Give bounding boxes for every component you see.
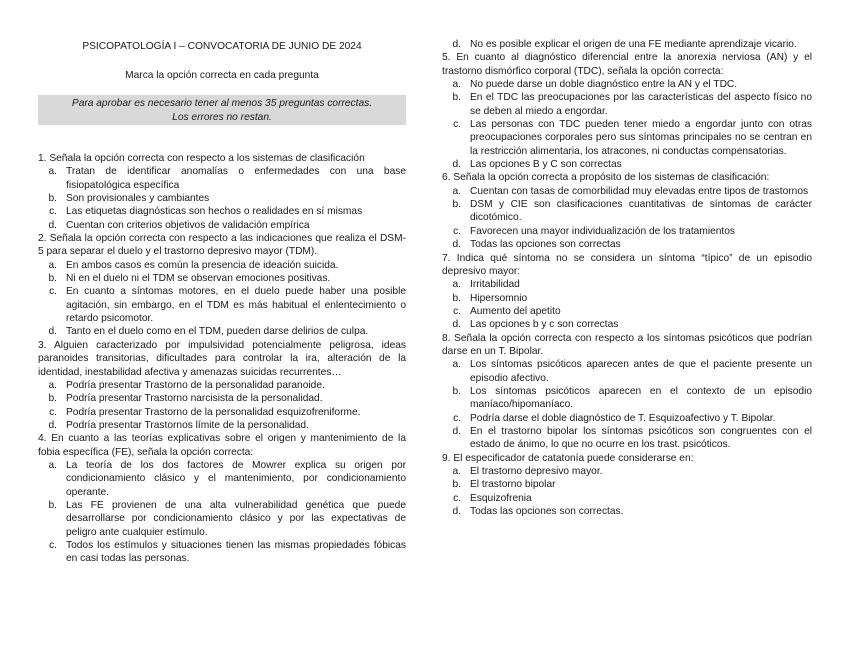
answer-option: [38, 392, 406, 405]
option-letter: c.: [453, 225, 461, 237]
answer-option: [442, 278, 812, 291]
option-text: Podría darse el doble diagnóstico de T. Esquizoafectivo y T. Bipolar.: [470, 412, 776, 424]
answer-option: [442, 78, 812, 91]
answer-option: [38, 539, 406, 566]
option-text: Hipersomnio: [470, 292, 528, 304]
answer-option: [442, 158, 812, 171]
option-text: El trastorno bipolar: [470, 479, 556, 491]
option-letter: a.: [452, 359, 461, 371]
answer-option: [442, 385, 812, 412]
option-text: Las opciones b y c son correctas: [470, 319, 619, 331]
question-block: [38, 432, 406, 565]
answer-option: [38, 325, 406, 338]
exam-title: PSICOPATOLOGÍA I – CONVOCATORIA DE JUNIO DE 2024: [82, 41, 362, 52]
answer-option: [38, 272, 406, 285]
question-stem: 2. Señala la opción correcta con respecto a las indicaciones que realiza el DSM-5 para separar el duelo y el trastorno depresivo mayor (TDM).: [38, 233, 406, 258]
answer-option: [38, 285, 406, 325]
option-letter: b.: [48, 273, 57, 285]
notice-line-2: Los errores no restan.: [172, 111, 272, 123]
option-text: Favorecen una mayor individualización de los tratamientos: [470, 225, 736, 237]
option-text: Podría presentar Trastornos límite de la personalidad.: [66, 419, 309, 431]
answer-option: [38, 259, 406, 272]
option-letter: d.: [452, 506, 461, 518]
option-letter: a.: [452, 466, 461, 477]
option-text: Las etiquetas diagnósticas son hechos o realidades en sí mismas: [66, 206, 363, 218]
question-block: [442, 252, 812, 332]
option-letter: b.: [48, 393, 57, 405]
option-letter: c.: [49, 206, 57, 218]
answer-option: [38, 192, 406, 205]
answer-option: [442, 238, 812, 251]
option-text: Todos los estímulos y situaciones tienen las mismas propiedades fóbicas en casi todas las personas.: [66, 539, 406, 565]
answer-option: [442, 185, 812, 198]
option-letter: b.: [452, 199, 461, 211]
answer-option: [442, 478, 812, 491]
option-text: Las personas con TDC pueden tener miedo a engordar junto con otras preocupaciones corporales pero sus síntomas principales no se centran en la restricción alimentaria, los atracones, ni conductas compensatorias.: [470, 119, 812, 157]
option-text: Son provisionales y cambiantes: [66, 193, 210, 205]
answer-option: [38, 219, 406, 232]
answer-option: [442, 465, 812, 478]
option-text: Tratan de identificar anomalías o enfermedades con una base fisiopatológica específica: [66, 166, 406, 191]
option-text: Podría presentar Trastorno de la personalidad paranoide.: [66, 379, 325, 391]
option-letter: a.: [48, 166, 57, 178]
option-letter: a.: [48, 459, 57, 471]
question-block: [38, 339, 406, 432]
option-letter: b.: [452, 479, 461, 491]
option-text: Cuentan con tasas de comorbilidad muy elevadas entre tipos de trastornos: [470, 185, 809, 197]
question-stem: 6. Señala la opción correcta a propósito de los sistemas de clasificación:: [442, 172, 770, 184]
answer-option: [442, 492, 812, 505]
option-letter: b.: [48, 193, 57, 205]
option-letter: b.: [48, 499, 57, 511]
answer-option: [442, 225, 812, 238]
question-list-right: [442, 38, 812, 518]
option-letter: d.: [452, 319, 461, 331]
option-letter: c.: [49, 286, 57, 298]
question-list-left: [38, 152, 406, 566]
answer-option: [442, 305, 812, 318]
option-text: Todas las opciones son correctas.: [470, 506, 624, 518]
option-text: Podría presentar Trastorno narcisista de la personalidad.: [66, 393, 323, 405]
option-letter: c.: [453, 412, 461, 424]
option-text: Todas las opciones son correctas: [470, 239, 621, 251]
option-letter: d.: [452, 159, 461, 171]
question-stem: 9. El especificador de catatonía puede considerarse en:: [442, 452, 694, 464]
option-letter: a.: [452, 185, 461, 197]
option-letter: c.: [453, 492, 461, 504]
answer-option: [442, 292, 812, 305]
exam-instruction: Marca la opción correcta en cada pregunta: [125, 70, 319, 81]
question-stem: 8. Señala la opción correcta con respecto a los síntomas psicóticos que podrían darse en un T. Bipolar.: [442, 332, 812, 357]
option-text: En ambos casos es común la presencia de ideación suicida.: [66, 259, 339, 271]
option-text: No es posible explicar el origen de una FE mediante aprendizaje vicario.: [470, 39, 797, 50]
option-text: DSM y CIE son clasificaciones cuantitativas de síntomas de carácter dicotómico.: [470, 199, 812, 224]
answer-option: [442, 38, 812, 51]
option-text: Las opciones B y C son correctas: [470, 159, 622, 171]
notice-line-1: Para aprobar es necesario tener al menos 35 preguntas correctas.: [71, 98, 373, 109]
answer-option: [38, 165, 406, 192]
option-letter: c.: [49, 539, 57, 551]
answer-option: [442, 118, 812, 158]
question-block: [442, 38, 812, 51]
option-text: Esquizofrenia: [470, 492, 532, 504]
option-letter: a.: [48, 379, 57, 391]
option-letter: c.: [453, 305, 461, 317]
option-text: Tanto en el duelo como en el TDM, pueden darse delirios de culpa.: [66, 326, 369, 338]
option-text: Aumento del apetito: [470, 305, 561, 317]
option-letter: d.: [48, 326, 57, 338]
option-letter: d.: [452, 425, 461, 437]
answer-option: [38, 419, 406, 432]
option-letter: d.: [48, 419, 57, 431]
answer-option: [38, 379, 406, 392]
option-text: Los síntomas psicóticos aparecen en el contexto de un episodio maníaco/hipomaníaco.: [470, 385, 812, 411]
option-text: En el trastorno bipolar los síntomas psicóticos son congruentes con el estado de ánimo, lo que no ocurre en los trast. psicóticos.: [470, 425, 812, 451]
answer-option: [38, 499, 406, 539]
option-letter: b.: [452, 92, 461, 104]
answer-option: [442, 198, 812, 225]
option-text: Podría presentar Trastorno de la personalidad esquizofreniforme.: [66, 406, 361, 418]
question-stem: 7. Indica qué síntoma no se considera un síntoma “típico” de un episodio depresivo mayor:: [442, 252, 812, 277]
option-letter: d.: [48, 219, 57, 231]
question-stem: 1. Señala la opción correcta con respecto a los sistemas de clasificación: [38, 153, 365, 164]
option-letter: b.: [452, 292, 461, 304]
answer-option: [442, 505, 812, 518]
answer-option: [442, 412, 812, 425]
option-text: La teoría de los dos factores de Mowrer explica su origen por condicionamiento clásico y el mantenimiento, por condicionamiento operante.: [66, 459, 406, 498]
question-stem: 3. Alguien caracterizado por impulsividad potencialmente peligrosa, ideas paranoides transitorias, dificultades para controlar la ira, alteración de la identidad, inestabilidad afectiva y amenazas suicidas recurrentes…: [38, 339, 406, 378]
answer-option: [442, 318, 812, 331]
answer-option: [38, 406, 406, 419]
option-text: En el TDC las preocupaciones por las características del aspecto físico no se deben al miedo a engordar.: [470, 92, 812, 117]
answer-option: [442, 358, 812, 385]
option-letter: a.: [452, 279, 461, 291]
option-letter: c.: [453, 119, 461, 131]
option-text: Las FE provienen de una alta vulnerabilidad genética que puede desarrollarse por condicionamiento clásico y por las expectativas de peligro ante cualquier estímulo.: [66, 499, 406, 538]
answer-option: [38, 459, 406, 499]
option-text: Ni en el duelo ni el TDM se observan emociones positivas.: [66, 273, 331, 285]
question-stem: 4. En cuanto a las teorías explicativas sobre el origen y mantenimiento de la fobia específica (FE), señala la opción correcta:: [38, 433, 406, 458]
question-block: [38, 232, 406, 339]
option-text: Irritabilidad: [470, 279, 520, 291]
answer-option: [442, 425, 812, 452]
question-block: [38, 152, 406, 232]
question-block: [442, 171, 812, 251]
question-block: [442, 332, 812, 452]
answer-option: [442, 91, 812, 118]
option-letter: b.: [452, 385, 461, 397]
option-text: Los síntomas psicóticos aparecen antes de que el paciente presente un episodio afectivo.: [470, 359, 812, 384]
notice-box: [38, 95, 406, 125]
option-text: Cuentan con criterios objetivos de validación empírica: [66, 219, 310, 231]
option-text: No puede darse un doble diagnóstico entre la AN y el TDC.: [470, 79, 738, 91]
option-letter: a.: [452, 79, 461, 91]
option-letter: c.: [49, 406, 57, 418]
question-block: [442, 452, 812, 519]
option-letter: d.: [452, 39, 461, 50]
option-text: El trastorno depresivo mayor.: [470, 466, 603, 477]
answer-option: [38, 205, 406, 218]
option-letter: a.: [48, 259, 57, 271]
option-text: En cuanto a síntomas motores, en el duelo puede haber una posible agitación, sin embargo, en el TDM es más habitual el enlentecimiento o retardo psicomotor.: [66, 286, 406, 325]
question-block: [442, 51, 812, 171]
option-letter: d.: [452, 239, 461, 251]
question-stem: 5. En cuanto al diagnóstico diferencial entre la anorexia nerviosa (AN) y el trastorno dismórfico corporal (TDC), señala la opción correcta:: [442, 52, 812, 77]
